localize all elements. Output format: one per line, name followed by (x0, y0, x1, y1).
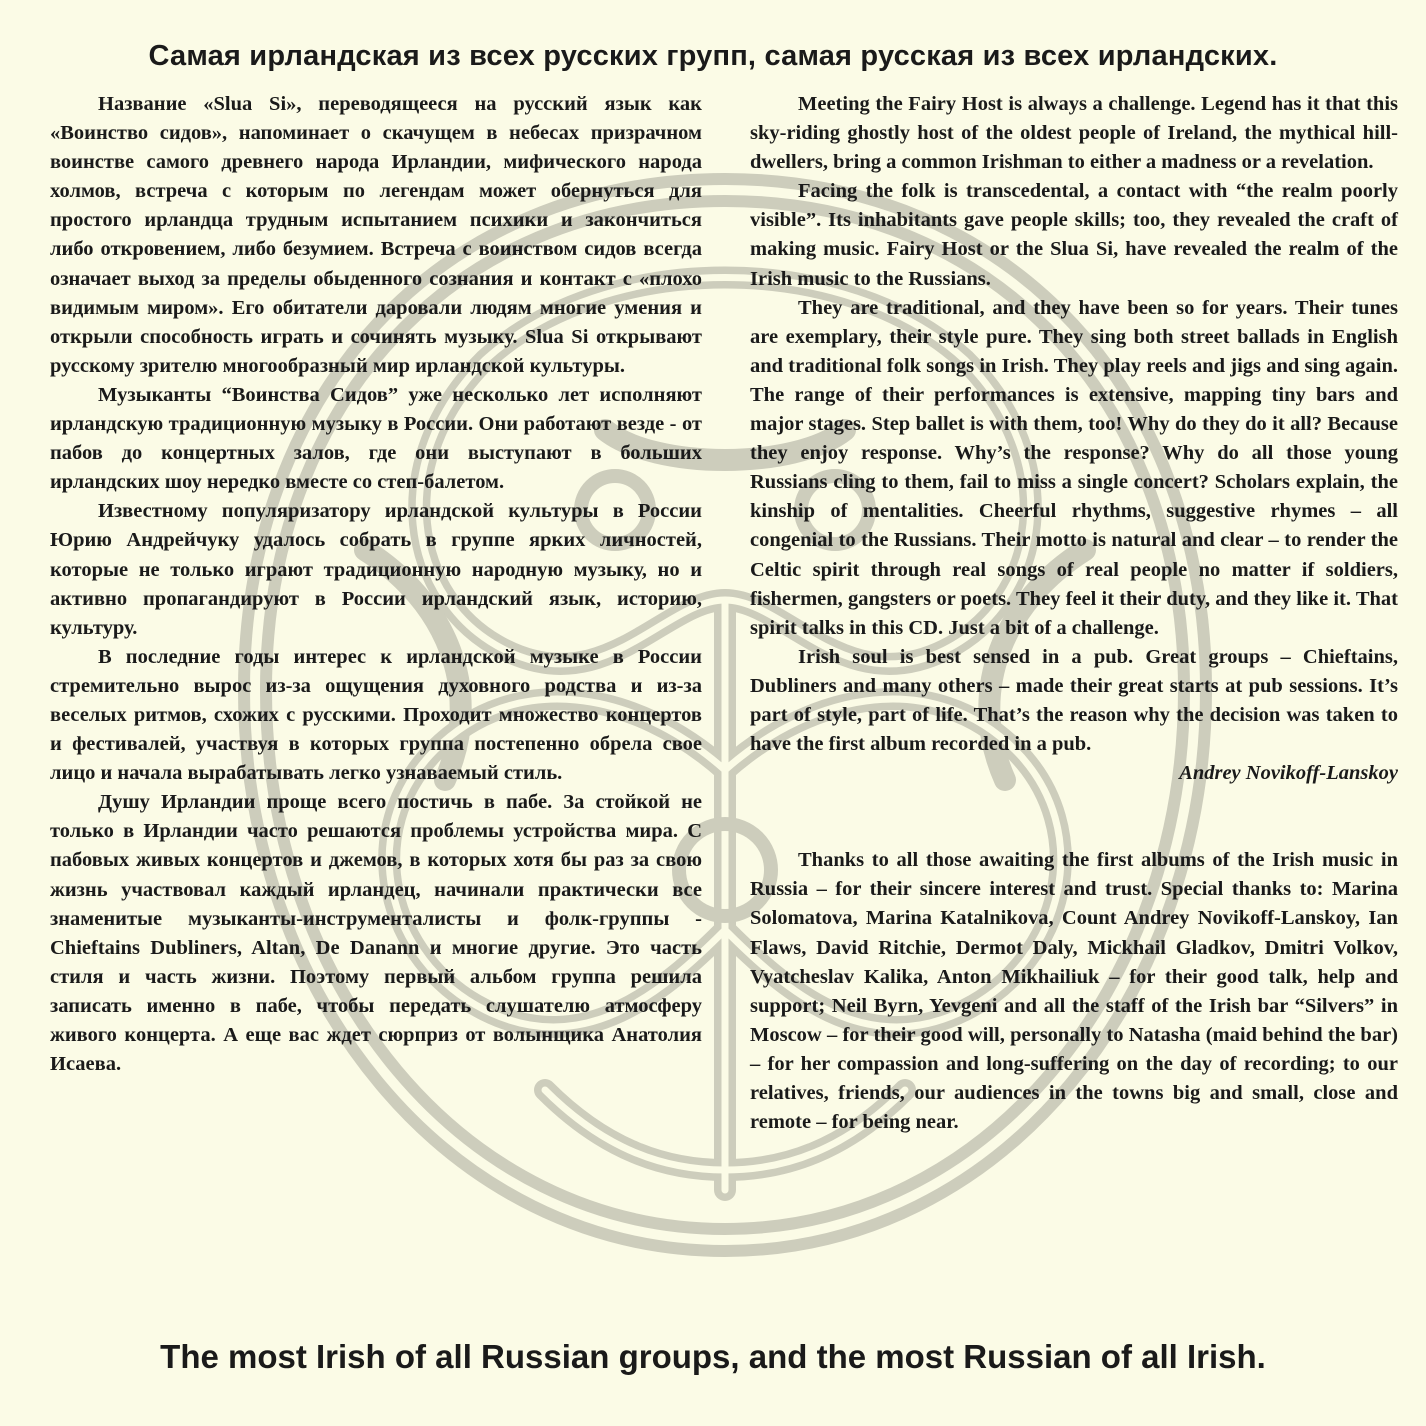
paragraph: Душу Ирландии проще всего постичь в пабе. За стойкой не только в Ирландии часто решаются проблемы устройства мира. С пабовых живых концертов и джемов, в которых хотя бы раз за свою жизнь участвовал каждый ирландец, начинали практически все знаменитые музыканты-инструменталисты и фолк-группы - Chieftains Dubliners, Altan, De Danann и многие другие. Это часть стиля и часть жизни. Поэтому первый альбом группа решила записать именно в пабе, чтобы передать слушателю атмосферу живого концерта. А еще вас ждет сюрприз от волынщика Анатолия Исаева. (50, 791, 702, 1076)
footer-title: The most Irish of all Russian groups, and the most Russian of all Irish. (160, 1338, 1266, 1375)
english-text-column (750, 90, 1398, 1137)
paragraph: Музыканты “Воинства Сидов” уже несколько лет исполняют ирландскую традиционную музыку в России. Они работают везде - от пабов до концертных залов, где они выступают в больших ирландских шоу нередко вместе со степ-балетом. (50, 383, 702, 494)
paragraph: Irish soul is best sensed in a pub. Great groups – Chieftains, Dubliners and many others – made their great starts at pub sessions. It’s part of style, part of life. That’s the reason why the decision was taken to have the first album recorded in a pub. (750, 645, 1398, 756)
paragraph: Meeting the Fairy Host is always a challenge. Legend has it that this sky-riding ghostly host of the oldest people of Ireland, the mythical hill-dwellers, bring a common Irishman to either a madness or a revelation. (750, 93, 1398, 174)
acknowledgements: Thanks to all those awaiting the first albums of the Irish music in Russia – for their sincere interest and trust. Special thanks to: Marina Solomatova, Marina Katalnikova, Count Andrey Novikoff-Lanskoy, Ian Flaws, David Ritchie, Dermot Daly, Mickhail Gladkov, Dmitri Volkov, Vyatcheslav Kalika, Anton Mikhailiuk – for their good talk, help and support; Neil Byrn, Yevgeni and all the staff of the Irish bar “Silvers” in Moscow – for their good will, personally to Natasha (maid behind the bar) – for her compassion and long-suffering on the day of recording; to our relatives, friends, our audiences in the towns big and small, close and remote – for being near. (750, 849, 1398, 1134)
paragraph: Название «Slua Si», переводящееся на русский язык как «Воинство сидов», напоминает о скачущем в небесах призрачном воинстве самого древнего народа Ирландии, мифического народа холмов, встреча с которым по легендам может обернуться для простого ирландца трудным испытанием психики и закончиться либо откровением, либо безумием. Встреча с воинством сидов всегда означает выход за пределы обыденного сознания и контакт с «плохо видимым миром». Его обитатели даровали людям многие умения и открыли способность играть и сочинять музыку. Slua Si открывают русскому зрителю многообразный мир ирландской культуры. (50, 93, 702, 377)
author-signature: Andrey Novikoff-Lanskoy (1179, 762, 1398, 785)
paragraph: В последние годы интерес к ирландской музыке в России стремительно вырос из-за ощущения духовного родства и из-за веселых ритмов, схожих с русскими. Проходит множество концертов и фестивалей, участвуя в которых группа постепенно обрела свое лицо и начала вырабатывать легко узнаваемый стиль. (50, 645, 702, 785)
paragraph: They are traditional, and they have been so for years. Their tunes are exemplary, their style pure. They sing both street ballads in English and traditional folk songs in Irish. They play reels and jigs and sing again. The range of their performances is extensive, mapping tiny bars and major stages. Step ballet is with them, too! Why do they do it all? Because they enjoy response. Why’s the response? Why do all those young Russians cling to them, fail to miss a single concert? Scholars explain, the kinship of mentalities. Cheerful rhythms, suggestive rhymes – all congenial to the Russians. Their motto is natural and clear – to render the Celtic spirit through real songs of real people no matter if soldiers, fishermen, gangsters or poets. They feel it their duty, and they like it. That spirit talks in this CD. Just a bit of a challenge. (750, 296, 1398, 639)
paragraph: Известному популяризатору ирландской культуры в России Юрию Андрейчуку удалось собрать в группе ярких личностей, которые не только играют традиционную народную музыку, но и активно пропагандируют в России ирландский язык, историю, культуру. (50, 500, 702, 639)
paragraph: Facing the folk is transcedental, a contact with “the realm poorly visible”. Its inhabitants gave people skills; too, they revealed the craft of making music. Fairy Host or the Slua Si, have revealed the realm of the Irish music to the Russians. (750, 180, 1398, 290)
russian-text-column (50, 90, 702, 1079)
page-title: Самая ирландская из всех русских групп, самая русская из всех ирландских. (148, 40, 1278, 72)
